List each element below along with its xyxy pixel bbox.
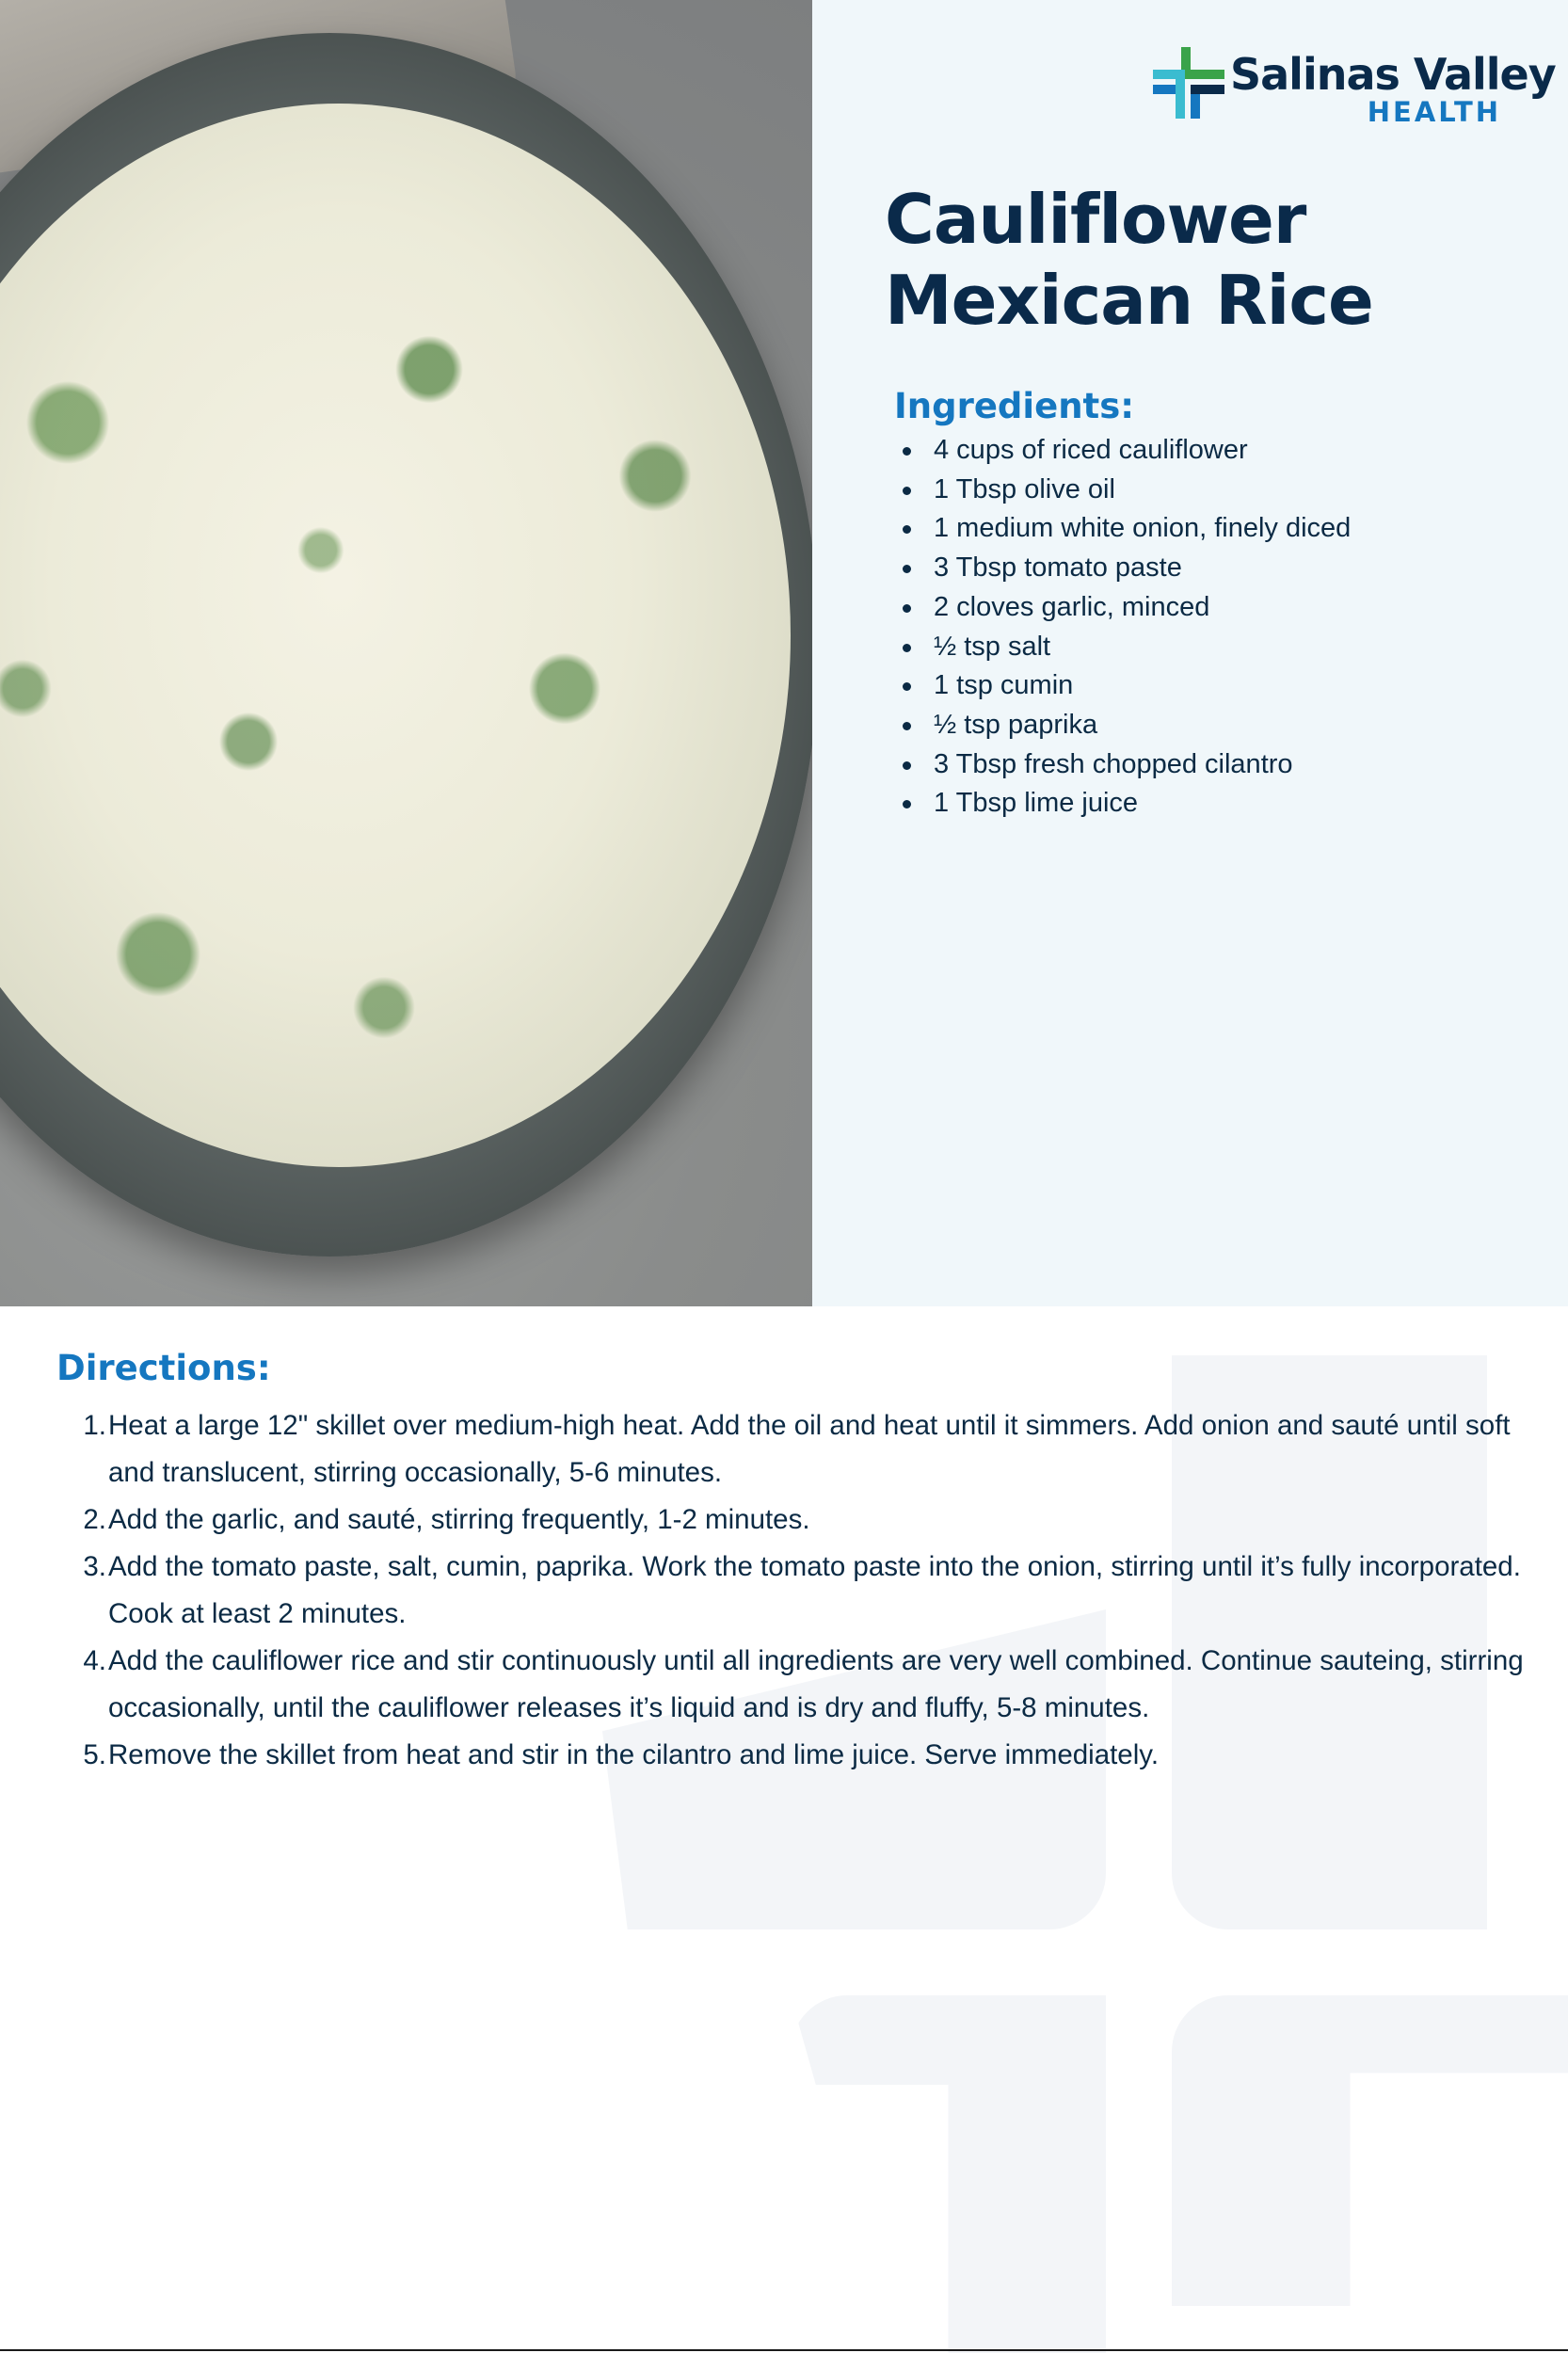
- brand-logo: [1153, 47, 1556, 132]
- step-number: 2.: [83, 1504, 106, 1535]
- direction-step: [56, 1638, 1525, 1732]
- footer-divider: [0, 2349, 1568, 2351]
- recipe-title: Cauliflower Mexican Rice: [885, 180, 1373, 340]
- ingredient-item: 3 Tbsp fresh chopped cilantro: [894, 745, 1544, 785]
- ingredient-item: 1 Tbsp lime juice: [894, 784, 1544, 824]
- ingredients-heading: Ingredients:: [894, 386, 1135, 426]
- direction-step: [56, 1544, 1525, 1638]
- ingredients-list: [894, 431, 1544, 824]
- direction-step: [56, 1732, 1525, 1779]
- cauliflower-rice-photo: [0, 0, 812, 1306]
- ingredient-item: 2 cloves garlic, minced: [894, 588, 1544, 628]
- step-text: Add the garlic, and sauté, stirring frequently, 1-2 minutes.: [108, 1504, 810, 1535]
- step-text: Remove the skillet from heat and stir in the cilantro and lime juice. Serve immediately.: [108, 1739, 1160, 1770]
- ingredient-item: 4 cups of riced cauliflower: [894, 431, 1544, 471]
- directions-list: [56, 1402, 1525, 1779]
- ingredient-item: 1 tsp cumin: [894, 666, 1544, 706]
- step-text: Add the cauliflower rice and stir continuously until all ingredients are very well combined. Continue sauteing, stirring occasionally, until the cauliflower releases it’s liquid and is dry and fluffy, 5-8 minutes.: [108, 1645, 1524, 1723]
- step-number: 3.: [83, 1551, 106, 1582]
- step-number: 1.: [83, 1410, 106, 1441]
- step-number: 5.: [83, 1739, 106, 1770]
- watermark-shape: [791, 1995, 1106, 2353]
- ingredient-item: 1 Tbsp olive oil: [894, 471, 1544, 510]
- direction-step: [56, 1497, 1525, 1544]
- step-number: 4.: [83, 1645, 106, 1676]
- ingredient-item: ½ tsp paprika: [894, 706, 1544, 745]
- ingredient-item: 3 Tbsp tomato paste: [894, 549, 1544, 588]
- direction-step: [56, 1402, 1525, 1497]
- ingredient-item: ½ tsp salt: [894, 628, 1544, 667]
- directions-heading: Directions:: [56, 1348, 271, 1388]
- ingredient-item: 1 medium white onion, finely diced: [894, 509, 1544, 549]
- watermark-shape: [1172, 1995, 1568, 2306]
- step-text: Heat a large 12" skillet over medium-high heat. Add the oil and heat until it simmers. Add onion and sauté until soft and translucent, stirring occasionally, 5-6 minutes.: [108, 1410, 1511, 1488]
- step-text: Add the tomato paste, salt, cumin, paprika. Work the tomato paste into the onion, stirring until it’s fully incorporated. Cook at least 2 minutes.: [108, 1551, 1521, 1629]
- cross-logo-icon: [1153, 47, 1224, 119]
- brand-subtitle: HEALTH: [1367, 96, 1501, 128]
- brand-name: Salinas Valley: [1230, 49, 1556, 100]
